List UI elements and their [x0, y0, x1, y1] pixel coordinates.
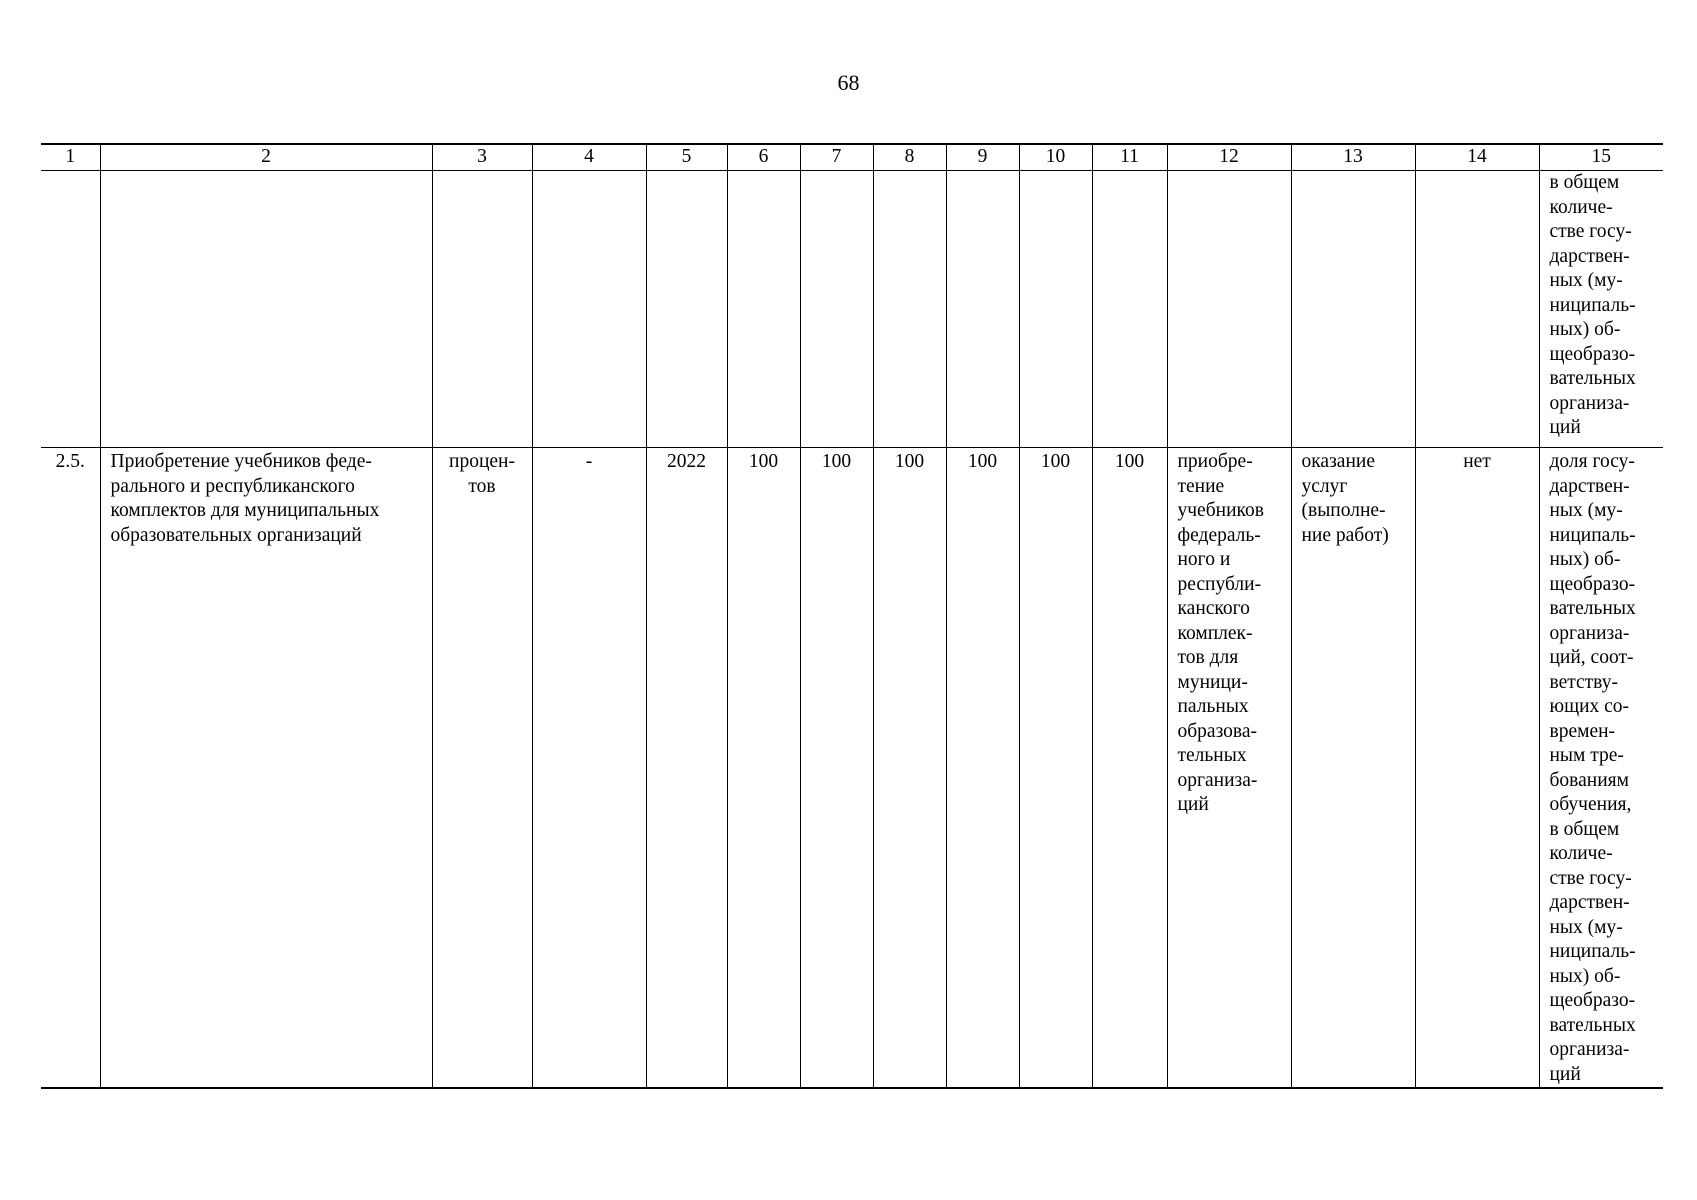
cont-cell-1: [41, 171, 100, 448]
unit-cell: [432, 448, 532, 1089]
cont-cell-2: [100, 171, 432, 448]
col6-value: 100: [727, 448, 800, 1089]
col15-cell: [1539, 448, 1663, 1089]
unit: процен- тов: [449, 451, 515, 497]
col13-cell: [1291, 448, 1415, 1089]
table-row-2-5: [41, 448, 1663, 1089]
column-number-8: 8: [873, 144, 946, 171]
cont-cell-13: [1291, 171, 1415, 448]
measure-name-cell: [100, 448, 432, 1089]
expected-result: приобре- тение учебников федераль- ного и республи- канского комплек- тов для муници- пальных образова- тельных организа- ций: [1177, 451, 1264, 815]
cont-cell-15: [1539, 171, 1663, 448]
cont-cell-9: [946, 171, 1019, 448]
col12-cell: [1167, 448, 1291, 1089]
program-indicators-table: [41, 143, 1663, 1089]
column-number-5: 5: [646, 144, 727, 171]
cont-cell-5: [646, 171, 727, 448]
cont-cell-6: [727, 171, 800, 448]
cont-cell-11: [1092, 171, 1167, 448]
column-number-1: 1: [41, 144, 100, 171]
continuation-indicator-text: в общем количе- стве госу- дарствен- ных (му- ниципаль- ных) об- щеобразо- вательных организа- ций: [1549, 172, 1636, 438]
column-number-2: 2: [100, 144, 432, 171]
col11-value: 100: [1092, 448, 1167, 1089]
column-number-12: 12: [1167, 144, 1291, 171]
col10-value: 100: [1019, 448, 1092, 1089]
column-number-13: 13: [1291, 144, 1415, 171]
column-number-7: 7: [800, 144, 873, 171]
col7-value: 100: [800, 448, 873, 1089]
column-number-10: 10: [1019, 144, 1092, 171]
cont-cell-4: [532, 171, 646, 448]
cont-cell-14: [1415, 171, 1539, 448]
column-number-11: 11: [1092, 144, 1167, 171]
cont-cell-12: [1167, 171, 1291, 448]
cont-cell-7: [800, 171, 873, 448]
year-value: 2022: [646, 448, 727, 1089]
continuation-row: [41, 171, 1663, 448]
indicator-text: доля госу- дарствен- ных (му- ниципаль- ных) об- щеобразо- вательных организа- ций, соот- ветству- ющих со- времен- ным тре- бованиям обучения, в общем количе- стве госу- дарствен- ных (му- ниципаль- ных) об- щеобразо- вательных организа- ций: [1549, 451, 1636, 1085]
column-number-14: 14: [1415, 144, 1539, 171]
col14-value: нет: [1415, 448, 1539, 1089]
cont-cell-3: [432, 171, 532, 448]
column-number-header-row: [41, 144, 1663, 171]
column-number-3: 3: [432, 144, 532, 171]
cont-cell-10: [1019, 171, 1092, 448]
activity-type: оказание услуг (выполне- ние работ): [1301, 451, 1389, 546]
col8-value: 100: [873, 448, 946, 1089]
measure-name: Приобретение учебников феде- рального и республиканского комплектов для муниципальных образовательных организаций: [110, 451, 380, 546]
column-number-4: 4: [532, 144, 646, 171]
col4-value: -: [532, 448, 646, 1089]
cont-cell-8: [873, 171, 946, 448]
column-number-15: 15: [1539, 144, 1663, 171]
column-number-9: 9: [946, 144, 1019, 171]
column-number-6: 6: [727, 144, 800, 171]
col9-value: 100: [946, 448, 1019, 1089]
row-number: 2.5.: [41, 448, 100, 1089]
page-number: 68: [837, 70, 860, 95]
